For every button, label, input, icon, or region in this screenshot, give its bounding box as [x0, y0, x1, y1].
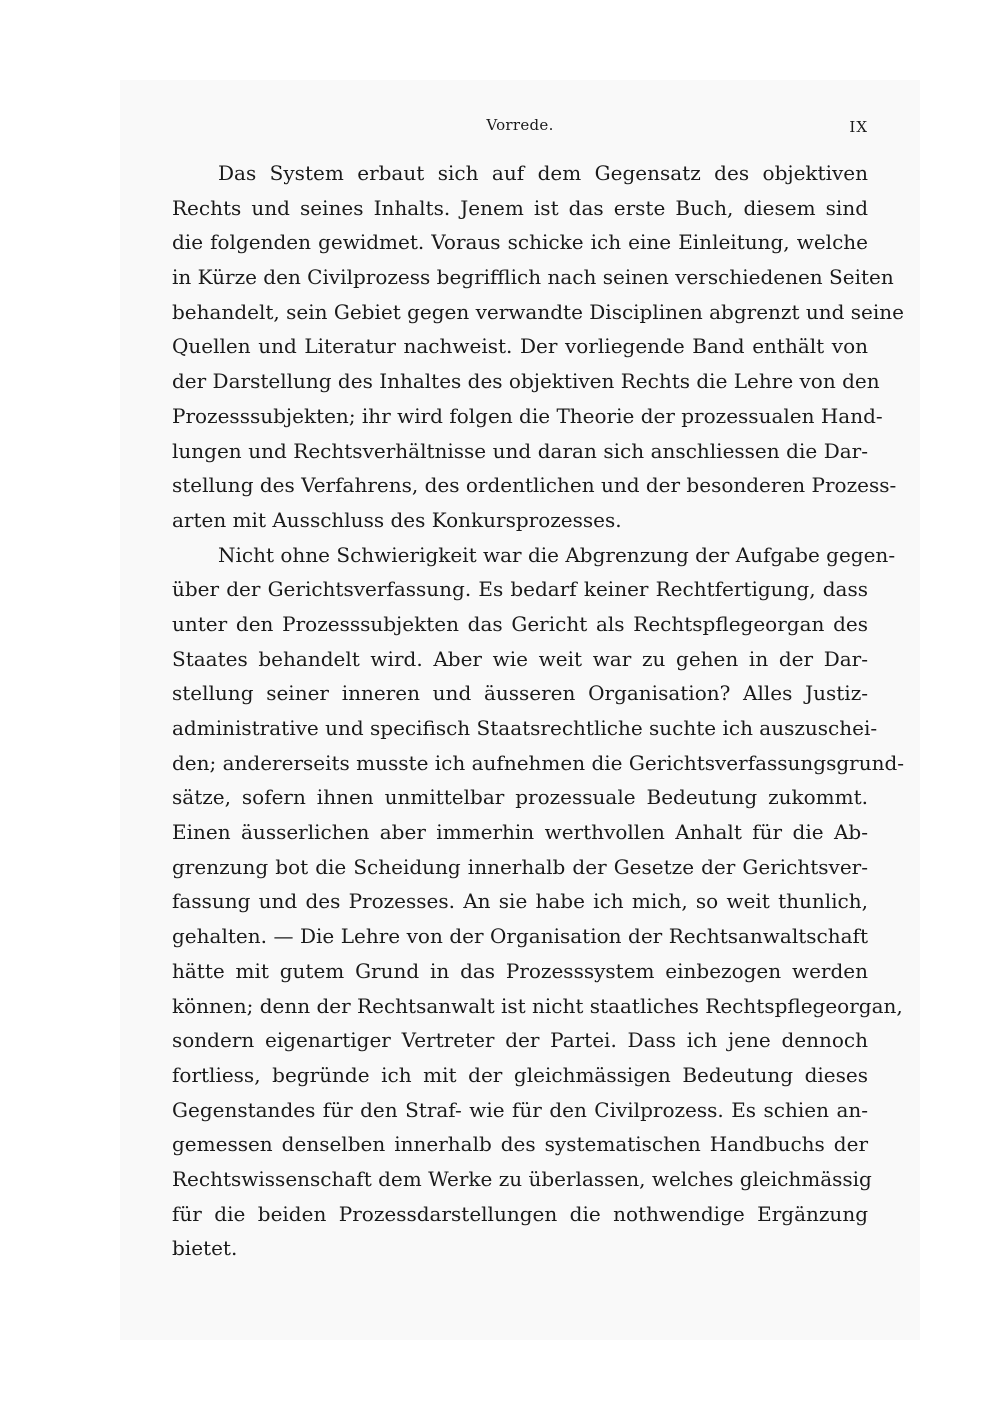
- text-line: Das System erbaut sich auf dem Gegensatz des objektiven: [218, 161, 868, 185]
- text-line: Rechts und seines Inhalts. Jenem ist das erste Buch, diesem sind: [172, 195, 868, 220]
- text-line: in Kürze den Civilprozess begrifflich nach seinen verschiedenen Seiten: [172, 265, 894, 290]
- text-line: Staates behandelt wird. Aber wie weit war zu gehen in der Dar-: [172, 646, 868, 671]
- text-line: sätze, sofern ihnen unmittelbar prozessuale Bedeutung zukommt.: [172, 785, 868, 810]
- text-line: stellung des Verfahrens, des ordentlichen und der besonderen Prozess-: [172, 473, 897, 498]
- text-line: behandelt, sein Gebiet gegen verwandte Disciplinen abgrenzt und seine: [172, 299, 904, 324]
- text-line: Rechtswissenschaft dem Werke zu überlassen, welches gleichmässig: [172, 1166, 872, 1191]
- text-line: Gegenstandes für den Straf- wie für den Civilprozess. Es schien an-: [172, 1097, 868, 1122]
- text-line: grenzung bot die Scheidung innerhalb der Gesetze der Gerichtsver-: [172, 854, 868, 879]
- text-line: bietet.: [172, 1236, 238, 1261]
- text-line: Quellen und Literatur nachweist. Der vorliegende Band enthält von: [172, 334, 868, 359]
- paragraph: [172, 538, 905, 1266]
- text-line: Prozesssubjekten; ihr wird folgen die Theorie der prozessualen Hand-: [172, 403, 883, 428]
- text-line: administrative und specifisch Staatsrechtliche suchte ich auszuschei-: [172, 716, 878, 740]
- text-line: fassung und des Prozesses. An sie habe ich mich, so weit thunlich,: [172, 889, 868, 914]
- text-line: können; denn der Rechtsanwalt ist nicht staatliches Rechtspflegeorgan,: [172, 993, 903, 1018]
- text-line: arten mit Ausschluss des Konkursprozesses.: [172, 507, 622, 532]
- text-line: gemessen denselben innerhalb des systematischen Handbuchs der: [172, 1132, 868, 1157]
- text-line: sondern eigenartiger Vertreter der Partei. Dass ich jene dennoch: [172, 1028, 868, 1053]
- text-line: die folgenden gewidmet. Voraus schicke ich eine Einleitung, welche: [172, 230, 868, 255]
- text-line: lungen und Rechtsverhältnisse und daran sich anschliessen die Dar-: [172, 438, 868, 463]
- text-line: Einen äusserlichen aber immerhin werthvollen Anhalt für die Ab-: [172, 820, 868, 845]
- text-line: den; andererseits musste ich aufnehmen die Gerichtsverfassungsgrund-: [172, 750, 905, 775]
- body-text: [172, 156, 905, 1266]
- text-line: Nicht ohne Schwierigkeit war die Abgrenzung der Aufgabe gegen-: [218, 542, 896, 567]
- text-line: fortliess, begründe ich mit der gleichmässigen Bedeutung dieses: [172, 1062, 868, 1087]
- page-number: IX: [849, 118, 868, 136]
- text-line: über der Gerichtsverfassung. Es bedarf keiner Rechtfertigung, dass: [172, 577, 868, 602]
- running-title: Vorrede.: [486, 116, 554, 134]
- running-header: [172, 116, 868, 140]
- text-line: gehalten. — Die Lehre von der Organisation der Rechtsanwaltschaft: [172, 924, 868, 949]
- text-line: für die beiden Prozessdarstellungen die nothwendige Ergänzung: [172, 1201, 868, 1226]
- text-line: stellung seiner inneren und äusseren Organisation? Alles Justiz-: [172, 681, 868, 706]
- text-line: der Darstellung des Inhaltes des objektiven Rechts die Lehre von den: [172, 369, 880, 394]
- text-line: hätte mit gutem Grund in das Prozesssystem einbezogen werden: [172, 958, 868, 983]
- text-line: unter den Prozesssubjekten das Gericht als Rechtspflegeorgan des: [172, 611, 868, 636]
- paragraph: [172, 156, 904, 538]
